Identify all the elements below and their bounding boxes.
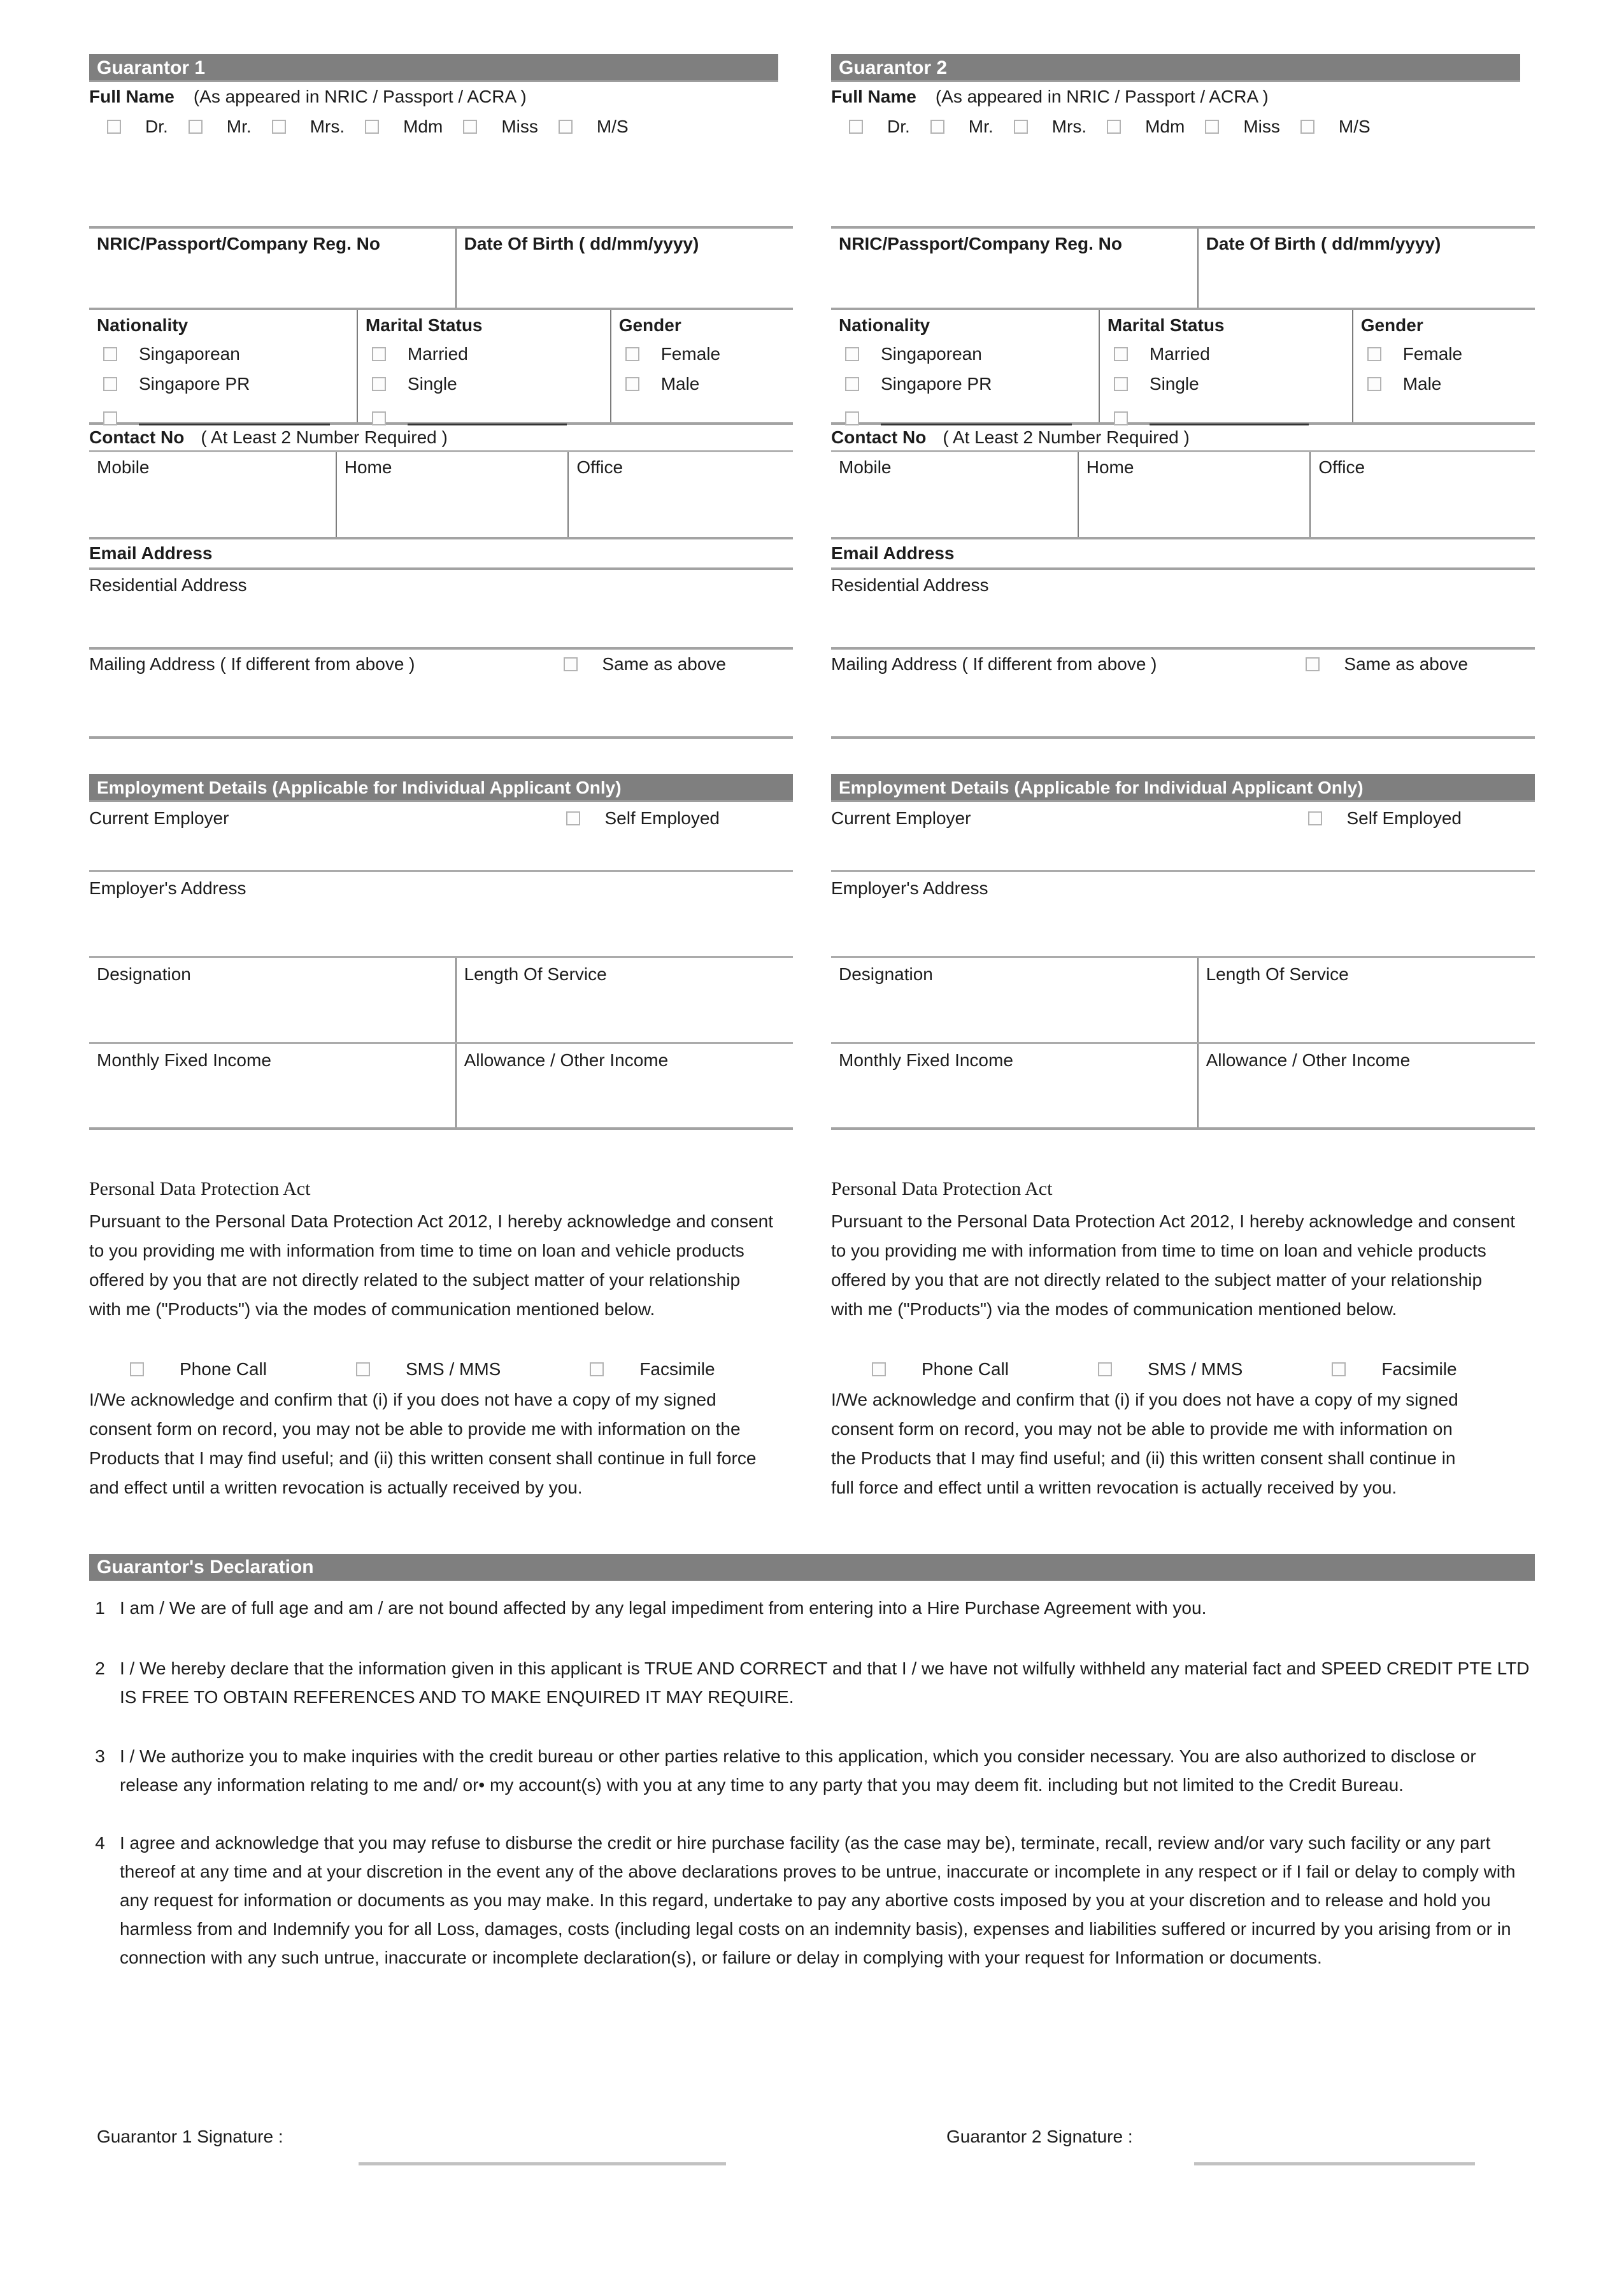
nationality-other-input[interactable] (139, 409, 330, 425)
pdpa-title: Personal Data Protection Act (831, 1178, 1053, 1199)
signature-section (89, 2127, 1535, 2174)
employment-header-bar: Employment Details (Applicable for Individual Applicant Only) (831, 774, 1535, 802)
nationality-pr-option (103, 373, 349, 396)
marital-single-option (1114, 373, 1344, 396)
mailing-address-row (831, 650, 1535, 678)
salutation-row (831, 111, 1535, 143)
pdpa-title: Personal Data Protection Act (89, 1178, 311, 1199)
dob-field[interactable] (455, 229, 793, 308)
nationality-other-checkbox[interactable] (103, 411, 117, 425)
salutation-mr (189, 117, 252, 137)
designation-service-table (831, 958, 1535, 1044)
ms-checkbox[interactable] (559, 120, 573, 134)
pdpa-section (89, 1178, 793, 1554)
miss-checkbox[interactable] (463, 120, 477, 134)
section-spacer (89, 739, 793, 774)
singaporean-label: Singaporean (139, 344, 240, 364)
declaration-item-text: I / We authorize you to make inquiries with the credit bureau or other parties relative to this application, which you consider necessary. You are also authorized to disclose or release any information relating to me and/ or• my account(s) with you at any time to any party that you may deem fit. including but not limited to the Credit Bureau. (120, 1746, 1476, 1795)
singaporean-checkbox[interactable] (103, 347, 117, 361)
facsimile-checkbox[interactable] (590, 1362, 604, 1376)
email-field[interactable] (831, 539, 1535, 570)
salutation-dr (849, 117, 910, 137)
pdpa-channels-row (89, 1353, 793, 1385)
pdpa-channels-row (831, 1353, 1535, 1385)
guarantor-header-bar: Guarantor 2 (831, 54, 1520, 82)
single-checkbox[interactable] (1114, 377, 1128, 391)
marital-other-checkbox[interactable] (372, 411, 386, 425)
residential-address-label: Residential Address (831, 575, 989, 595)
nationality-label: Nationality (97, 315, 189, 335)
mailing-address-label: Mailing Address ( If different from above ) (89, 653, 415, 674)
income-table (831, 1044, 1535, 1130)
phone-call-label: Phone Call (180, 1359, 267, 1379)
sms-mms-checkbox[interactable] (1098, 1362, 1112, 1376)
salutation-ms (559, 117, 629, 137)
nric-dob-table (89, 226, 793, 308)
full-name-label: Full Name (89, 86, 175, 106)
income-table (89, 1044, 793, 1130)
allowance-label: Allowance / Other Income (464, 1050, 669, 1070)
dob-label: Date Of Birth ( dd/mm/yyyy) (1206, 234, 1441, 253)
office-field[interactable] (1309, 452, 1535, 537)
singapore-pr-checkbox[interactable] (845, 377, 859, 391)
full-name-hint: (As appeared in NRIC / Passport / ACRA ) (193, 86, 527, 106)
section-spacer (831, 1130, 1535, 1178)
female-checkbox[interactable] (625, 347, 639, 361)
same-as-above-option (564, 654, 726, 674)
current-employer-label: Current Employer (89, 808, 229, 828)
facsimile-label: Facsimile (639, 1359, 715, 1379)
employer-address-field[interactable] (89, 872, 793, 958)
married-checkbox[interactable] (372, 347, 386, 361)
mr-checkbox[interactable] (930, 120, 944, 134)
contact-no-row (89, 425, 793, 450)
mobile-field[interactable] (89, 452, 336, 537)
nationality-label: Nationality (839, 315, 930, 335)
section-spacer (831, 739, 1535, 774)
single-label: Single (407, 374, 457, 394)
salutation-mdm (365, 117, 443, 137)
nric-dob-table (831, 226, 1535, 308)
mailing-address-input-area[interactable] (831, 678, 1535, 739)
gender-cell (610, 310, 793, 422)
nric-label: NRIC/Passport/Company Reg. No (839, 234, 1122, 253)
contact-no-label: Contact No (89, 427, 185, 447)
length-of-service-label: Length Of Service (1206, 964, 1349, 984)
gender-label: Gender (618, 315, 681, 335)
dr-checkbox[interactable] (849, 120, 863, 134)
declaration-item-2 (89, 1654, 1535, 1711)
declaration-item-text: I am / We are of full age and am / are not bound affected by any legal impediment from entering into a Hire Purchase Agreement with you. (120, 1598, 1207, 1618)
length-of-service-field[interactable] (1197, 958, 1535, 1042)
guarantor-2-signature-label: Guarantor 2 Signature : (946, 2127, 1133, 2146)
marital-status-label: Marital Status (1107, 315, 1225, 335)
mdm-checkbox[interactable] (1107, 120, 1121, 134)
declaration-item-number: 4 (95, 1833, 105, 1853)
self-employed-label: Self Employed (1346, 808, 1462, 828)
pdpa-section (831, 1178, 1535, 1554)
same-as-above-checkbox[interactable] (1306, 657, 1320, 671)
allowance-label: Allowance / Other Income (1206, 1050, 1411, 1070)
mobile-label: Mobile (97, 457, 150, 477)
phone-call-checkbox[interactable] (130, 1362, 144, 1376)
mailing-address-label: Mailing Address ( If different from above ) (831, 653, 1157, 674)
declaration-item-number: 1 (95, 1598, 105, 1618)
nationality-singaporean-option (103, 343, 349, 366)
marital-single-option (372, 373, 602, 396)
declaration-item-number: 2 (95, 1658, 105, 1678)
mrs-checkbox[interactable] (1014, 120, 1028, 134)
self-employed-label: Self Employed (604, 808, 720, 828)
length-of-service-label: Length Of Service (464, 964, 607, 984)
marital-other-option (372, 403, 602, 425)
nationality-other-option (845, 403, 1091, 425)
designation-field[interactable] (831, 958, 1197, 1042)
dr-label: Dr. (145, 117, 168, 136)
singapore-pr-checkbox[interactable] (103, 377, 117, 391)
email-field[interactable] (89, 539, 793, 570)
mdm-checkbox[interactable] (365, 120, 379, 134)
gender-cell (1352, 310, 1535, 422)
guarantor-2-signature-line[interactable] (1194, 2162, 1475, 2165)
sms-mms-checkbox[interactable] (356, 1362, 370, 1376)
dob-field[interactable] (1197, 229, 1535, 308)
residential-address-field[interactable] (89, 570, 793, 650)
designation-label: Designation (839, 964, 933, 984)
mobile-label: Mobile (839, 457, 892, 477)
marital-married-option (372, 343, 602, 366)
singapore-pr-label: Singapore PR (881, 374, 992, 394)
nric-label: NRIC/Passport/Company Reg. No (97, 234, 380, 253)
male-checkbox[interactable] (1367, 377, 1381, 391)
home-label: Home (1086, 457, 1134, 477)
mailing-address-input-area[interactable] (89, 678, 793, 739)
marital-status-cell (1099, 310, 1352, 422)
office-field[interactable] (567, 452, 793, 537)
gender-female-option (625, 343, 785, 366)
declaration-item-1 (89, 1594, 1535, 1622)
guarantor-1-signature-label: Guarantor 1 Signature : (97, 2127, 283, 2146)
mobile-field[interactable] (831, 452, 1078, 537)
mdm-label: Mdm (1145, 117, 1185, 136)
singapore-pr-label: Singapore PR (139, 374, 250, 394)
self-employed-checkbox[interactable] (1308, 811, 1322, 825)
guarantor-2-column (831, 54, 1535, 1554)
nationality-cell (831, 310, 1099, 422)
nationality-singaporean-option (845, 343, 1091, 366)
female-label: Female (1402, 344, 1463, 364)
allowance-field[interactable] (1197, 1044, 1535, 1127)
marital-married-option (1114, 343, 1344, 366)
mdm-label: Mdm (403, 117, 443, 136)
miss-label: Miss (501, 117, 538, 136)
gender-male-option (1367, 373, 1527, 396)
gender-female-option (1367, 343, 1527, 366)
office-label: Office (576, 457, 623, 477)
same-as-above-checkbox[interactable] (564, 657, 578, 671)
pdpa-acknowledgement-paragraph: I/We acknowledge and confirm that (i) if you does not have a copy of my signed consent form on record, you may not be able to provide me with information on the Products that I may find useful; and (ii) this written consent shall continue in full force and effect until a written revocation is actually received by you. (89, 1390, 757, 1497)
salutation-mr (930, 117, 994, 137)
designation-label: Designation (97, 964, 191, 984)
full-name-label: Full Name (831, 86, 916, 106)
nationality-other-option (103, 403, 349, 425)
ms-label: M/S (1338, 117, 1371, 136)
full-name-hint: (As appeared in NRIC / Passport / ACRA ) (935, 86, 1269, 106)
home-field[interactable] (336, 452, 568, 537)
full-name-input-area[interactable] (831, 143, 1535, 226)
contact-no-row (831, 425, 1535, 450)
mr-checkbox[interactable] (189, 120, 203, 134)
male-checkbox[interactable] (625, 377, 639, 391)
married-label: Married (407, 344, 468, 364)
current-employer-row[interactable] (831, 802, 1535, 872)
designation-field[interactable] (89, 958, 455, 1042)
guarantor-1-column (89, 54, 793, 1554)
sms-mms-option (1098, 1359, 1243, 1380)
employer-address-label: Employer's Address (89, 878, 246, 898)
single-checkbox[interactable] (372, 377, 386, 391)
ms-checkbox[interactable] (1300, 120, 1314, 134)
contact-no-hint: ( At Least 2 Number Required ) (201, 427, 448, 447)
singaporean-checkbox[interactable] (845, 347, 859, 361)
salutation-mrs (272, 117, 345, 137)
facsimile-label: Facsimile (1381, 1359, 1457, 1379)
self-employed-option (1308, 808, 1462, 829)
facsimile-option (1332, 1359, 1457, 1380)
guarantor-columns (89, 54, 1535, 1554)
home-field[interactable] (1078, 452, 1310, 537)
nric-field[interactable] (89, 229, 455, 308)
single-label: Single (1149, 374, 1199, 394)
mrs-label: Mrs. (1051, 117, 1087, 136)
male-label: Male (1402, 374, 1442, 394)
salutation-mdm (1107, 117, 1185, 137)
declaration-item-text: I agree and acknowledge that you may refuse to disburse the credit or hire purchase facility (as the case may be), terminate, recall, review and/or vary such facility or any part thereof at any time and at your discretion in the event any of the above declarations proves to be untrue, inaccurate or incomplete in any respect or if I fail or delay to comply with any request for information or documents as you may make. In this regard, undertake to pay any abortive costs imposed by you at your discretion and to release and hold you harmless from and Indemnify you for all Loss, damages, costs (including legal costs on an indemnity basis), expenses and liabilities suffered or incurred by you arising from or in connection with any such untrue, inaccurate or incomplete declaration(s), or failure or delay in complying with your request for Information or documents. (120, 1833, 1516, 1967)
facsimile-option (590, 1359, 715, 1380)
salutation-ms (1300, 117, 1371, 137)
gender-male-option (625, 373, 785, 396)
allowance-field[interactable] (455, 1044, 793, 1127)
salutation-miss (463, 117, 538, 137)
nationality-other-checkbox[interactable] (845, 411, 859, 425)
monthly-income-field[interactable] (89, 1044, 455, 1127)
sms-mms-option (356, 1359, 501, 1380)
pdpa-acknowledgement-paragraph: I/We acknowledge and confirm that (i) if you does not have a copy of my signed consent form on record, you may not be able to provide me with information on the Products that I may find useful; and (ii) this written consent shall continue in full force and effect until a written revocation is actually received by you. (831, 1390, 1458, 1497)
guarantor-header-bar: Guarantor 1 (89, 54, 778, 82)
marital-other-input[interactable] (408, 409, 567, 425)
phone-call-option (872, 1359, 1009, 1380)
marital-other-checkbox[interactable] (1114, 411, 1128, 425)
mr-label: Mr. (968, 117, 994, 136)
pdpa-intro-paragraph: Pursuant to the Personal Data Protection Act 2012, I hereby acknowledge and consent to you providing me with information from time to time on loan and vehicle products offered by you that are not directly related to the subject matter of your relationship with me ("Products") via the modes of communication mentioned below. (89, 1211, 774, 1319)
mailing-address-row (89, 650, 793, 678)
home-label: Home (344, 457, 392, 477)
mrs-label: Mrs. (310, 117, 345, 136)
residential-address-label: Residential Address (89, 575, 247, 595)
monthly-income-field[interactable] (831, 1044, 1197, 1127)
length-of-service-field[interactable] (455, 958, 793, 1042)
declaration-item-number: 3 (95, 1746, 105, 1766)
dr-label: Dr. (887, 117, 910, 136)
monthly-income-label: Monthly Fixed Income (839, 1050, 1013, 1070)
phone-call-label: Phone Call (922, 1359, 1009, 1379)
mr-label: Mr. (226, 117, 252, 136)
guarantor-1-signature-line[interactable] (359, 2162, 726, 2165)
monthly-income-label: Monthly Fixed Income (97, 1050, 271, 1070)
residential-address-field[interactable] (831, 570, 1535, 650)
gender-label: Gender (1360, 315, 1423, 335)
phone-call-checkbox[interactable] (872, 1362, 886, 1376)
self-employed-checkbox[interactable] (566, 811, 580, 825)
miss-label: Miss (1243, 117, 1280, 136)
declaration-item-3 (89, 1742, 1535, 1799)
contact-no-hint: ( At Least 2 Number Required ) (943, 427, 1190, 447)
same-as-above-option (1306, 654, 1468, 674)
full-name-row (831, 82, 1535, 111)
marital-status-cell (357, 310, 610, 422)
nationality-other-input[interactable] (881, 409, 1072, 425)
dr-checkbox[interactable] (107, 120, 121, 134)
employer-address-label: Employer's Address (831, 878, 988, 898)
nationality-cell (89, 310, 357, 422)
designation-service-table (89, 958, 793, 1044)
declaration-item-text: I / We hereby declare that the information given in this applicant is TRUE AND CORRECT and that I / we have not wilfully withheld any material fact and SPEED CREDIT PTE LTD IS FREE TO OBTAIN REFERENCES AND TO MAKE ENQUIRED IT MAY REQUIRE. (120, 1658, 1530, 1707)
nationality-marital-gender-table (89, 308, 793, 425)
salutation-miss (1205, 117, 1280, 137)
employer-address-field[interactable] (831, 872, 1535, 958)
full-name-input-area[interactable] (89, 143, 793, 226)
current-employer-label: Current Employer (831, 808, 971, 828)
sms-mms-label: SMS / MMS (405, 1359, 501, 1379)
same-as-above-label: Same as above (1344, 653, 1468, 674)
email-label: Email Address (831, 543, 955, 563)
same-as-above-label: Same as above (602, 653, 726, 674)
office-label: Office (1318, 457, 1365, 477)
married-checkbox[interactable] (1114, 347, 1128, 361)
dob-label: Date Of Birth ( dd/mm/yyyy) (464, 234, 699, 253)
section-spacer (89, 1130, 793, 1178)
full-name-row (89, 82, 793, 111)
self-employed-option (566, 808, 720, 829)
guarantors-declaration-section (89, 1554, 1535, 1972)
phone-table (831, 450, 1535, 539)
female-label: Female (660, 344, 721, 364)
marital-other-input[interactable] (1150, 409, 1309, 425)
employment-header-bar: Employment Details (Applicable for Individual Applicant Only) (89, 774, 793, 802)
miss-checkbox[interactable] (1205, 120, 1219, 134)
declaration-item-4 (89, 1829, 1535, 1972)
phone-table (89, 450, 793, 539)
sms-mms-label: SMS / MMS (1147, 1359, 1243, 1379)
phone-call-option (130, 1359, 267, 1380)
marital-status-label: Marital Status (365, 315, 483, 335)
female-checkbox[interactable] (1367, 347, 1381, 361)
facsimile-checkbox[interactable] (1332, 1362, 1346, 1376)
nationality-marital-gender-table (831, 308, 1535, 425)
mrs-checkbox[interactable] (272, 120, 286, 134)
ms-label: M/S (596, 117, 629, 136)
current-employer-row[interactable] (89, 802, 793, 872)
salutation-mrs (1014, 117, 1086, 137)
male-label: Male (660, 374, 700, 394)
nric-field[interactable] (831, 229, 1197, 308)
pdpa-intro-paragraph: Pursuant to the Personal Data Protection Act 2012, I hereby acknowledge and consent to you providing me with information from time to time on loan and vehicle products offered by you that are not directly related to the subject matter of your relationship with me ("Products") via the modes of communication mentioned below. (831, 1211, 1516, 1319)
marital-other-option (1114, 403, 1344, 425)
salutation-row (89, 111, 793, 143)
nationality-pr-option (845, 373, 1091, 396)
declaration-header-bar: Guarantor's Declaration (89, 1554, 1535, 1581)
email-label: Email Address (89, 543, 213, 563)
salutation-dr (107, 117, 168, 137)
singaporean-label: Singaporean (881, 344, 982, 364)
married-label: Married (1149, 344, 1210, 364)
contact-no-label: Contact No (831, 427, 927, 447)
